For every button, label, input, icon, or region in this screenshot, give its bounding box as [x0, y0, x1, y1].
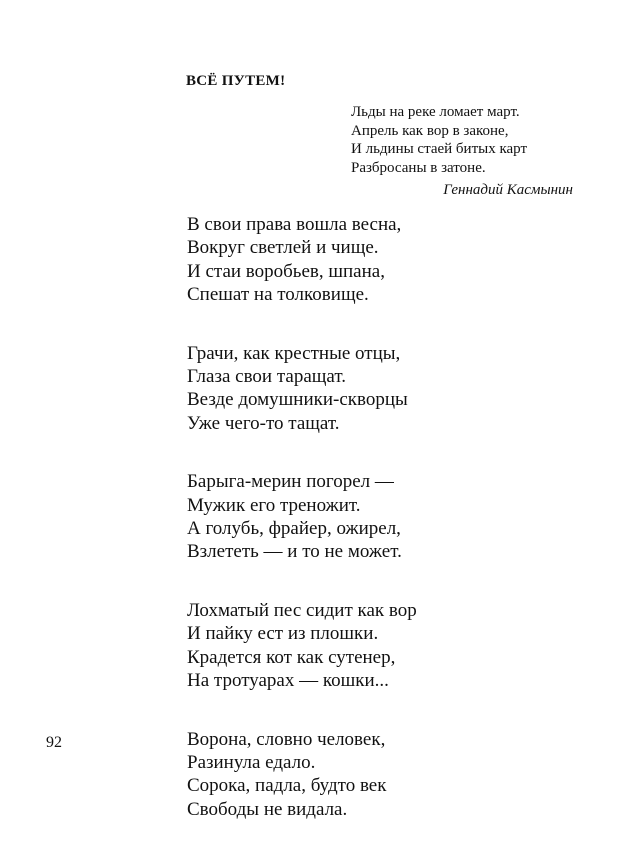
page-number: 92: [46, 734, 62, 751]
poem-line: Лохматый пес сидит как вор: [187, 599, 417, 621]
poem-line: А голубь, фрайер, ожирел,: [187, 518, 401, 540]
stanza: [187, 213, 417, 307]
poem-line: Спешат на толковище.: [187, 284, 369, 306]
stanza: [187, 728, 417, 822]
poem-title: ВСЁ ПУТЕМ!: [186, 73, 286, 89]
poem-line: Свободы не видала.: [187, 798, 348, 820]
poem-line: Сорока, падла, будто век: [187, 775, 387, 797]
poem-line: Везде домушники-скворцы: [187, 389, 408, 411]
poem-line: Уже чего-то тащат.: [187, 412, 340, 434]
stanza: [187, 470, 417, 564]
epigraph: [351, 103, 591, 200]
poem-line: Барыга-мерин погорел —: [187, 471, 394, 493]
epigraph-line: Льды на реке ломает март.: [351, 104, 520, 120]
epigraph-line: Апрель как вор в законе,: [351, 122, 509, 139]
poem-line: Разинула едало.: [187, 751, 316, 773]
poem-line: Грачи, как крестные отцы,: [187, 342, 401, 364]
poem-body: [187, 213, 417, 856]
poem-line: Вокруг светлей и чище.: [187, 237, 379, 259]
poem-line: Ворона, словно человек,: [187, 728, 386, 750]
stanza: [187, 342, 417, 436]
poem-line: Мужик его треножит.: [187, 494, 361, 516]
epigraph-author: Геннадий Касмынин: [443, 182, 573, 198]
stanza: [187, 599, 417, 693]
poem-line: На тротуарах — кошки...: [187, 670, 389, 692]
poem-line: Взлететь — и то не может.: [187, 541, 402, 563]
poem-line: Глаза свои таращат.: [187, 366, 346, 388]
epigraph-line: Разбросаны в затоне.: [351, 159, 486, 176]
poem-line: Крадется кот как сутенер,: [187, 646, 396, 668]
epigraph-line: И льдины стаей битых карт: [351, 141, 528, 157]
poem-line: И стаи воробьев, шпана,: [187, 260, 385, 282]
poem-line: В свои права вошла весна,: [187, 214, 402, 235]
poem-line: И пайку ест из плошки.: [187, 623, 379, 645]
